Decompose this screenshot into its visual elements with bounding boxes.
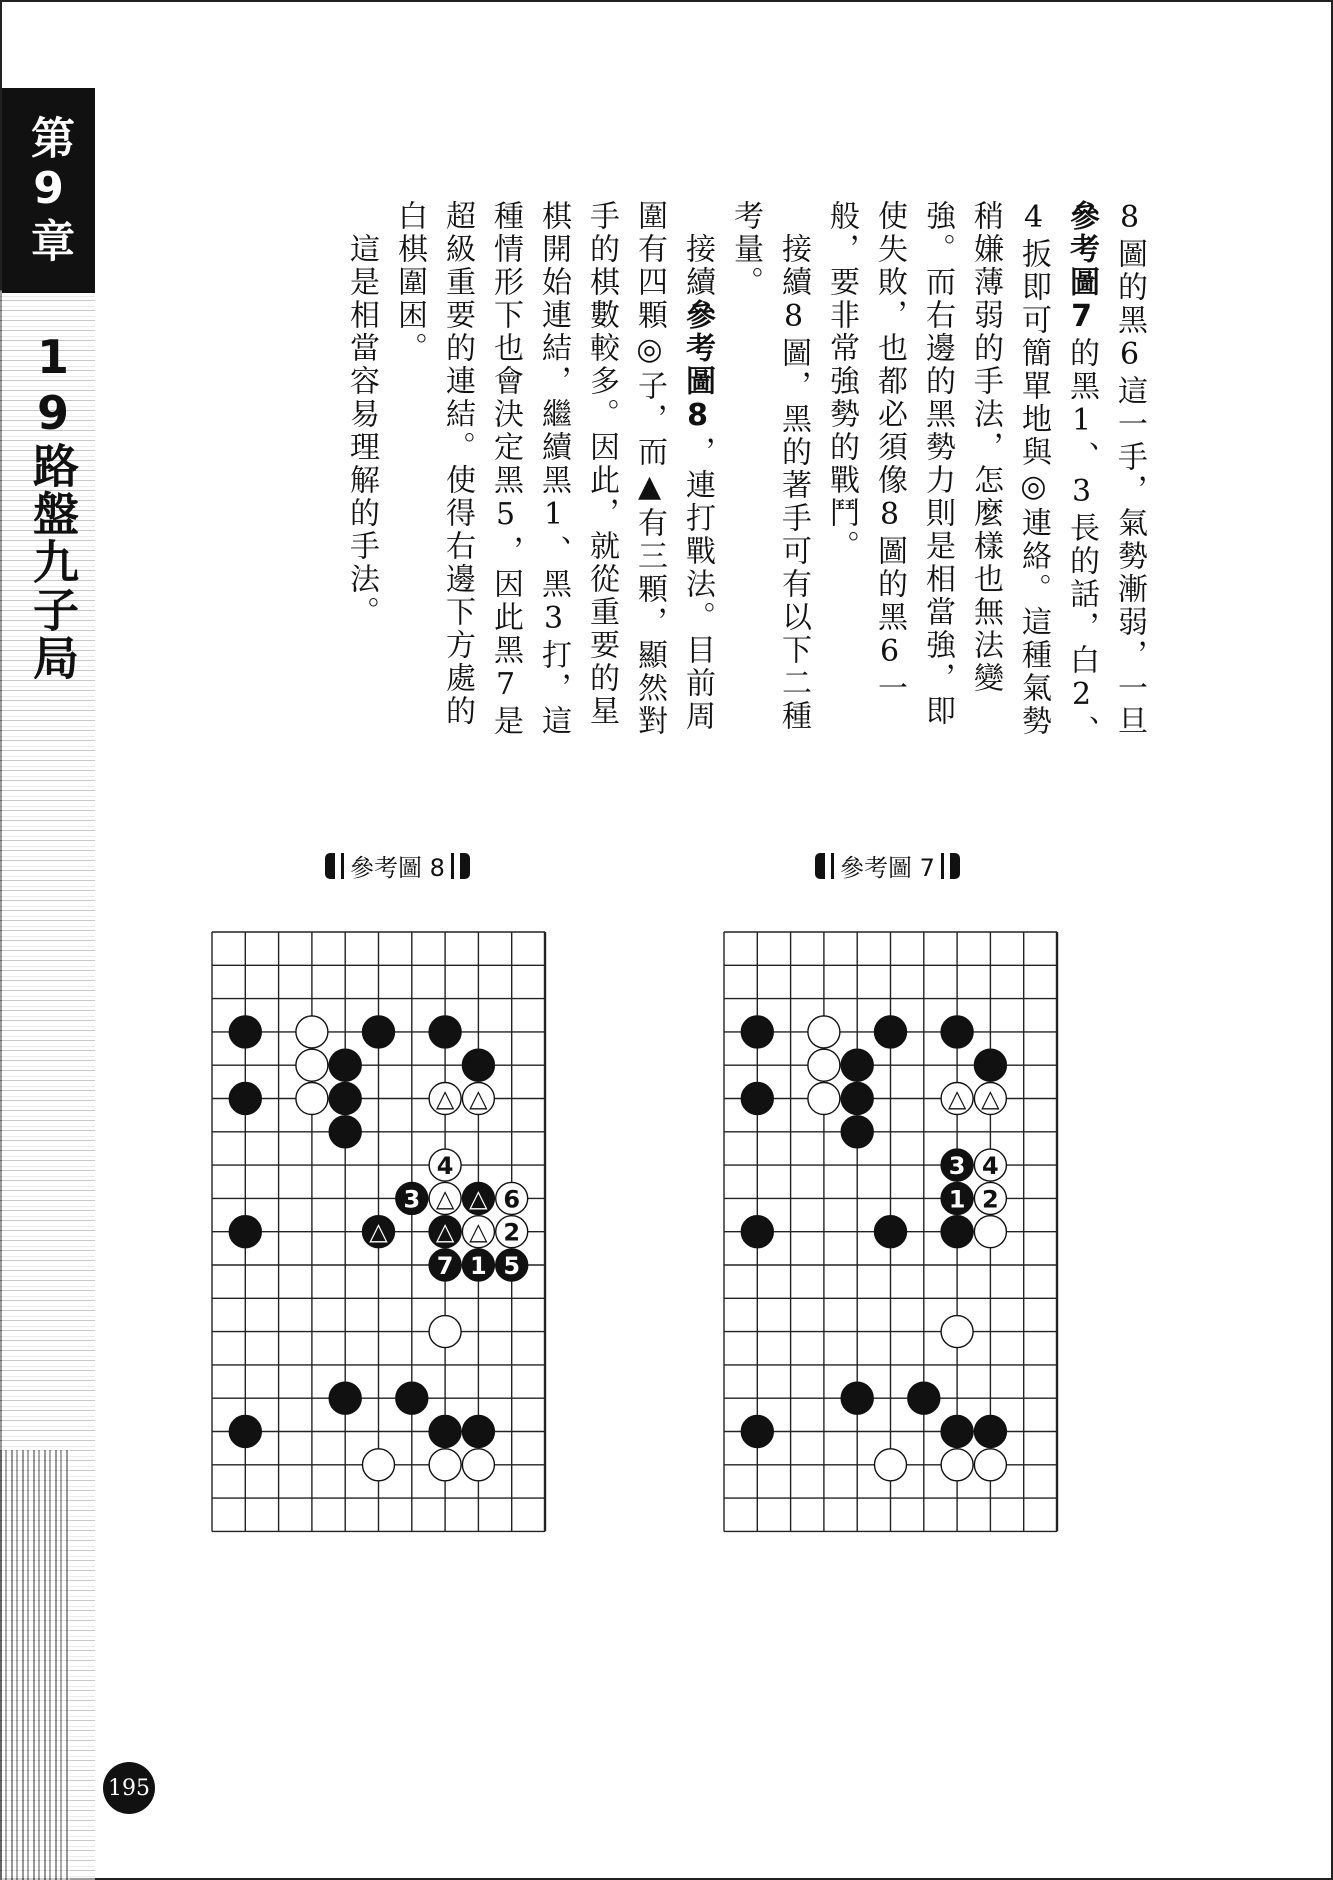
stone-label: △ [469, 1184, 488, 1213]
bracket-icon [460, 853, 470, 879]
black-stone [875, 1216, 907, 1248]
black-stone [229, 1416, 261, 1448]
bracket-icon [831, 853, 834, 879]
stone-label: 4 [982, 1152, 999, 1181]
paragraph-text: ，連打戰法。目前周圍有四顆◎子，而▲有三顆，顯然對手的棋數較多。因此，就從重要的星棋開始連結，繼續黑1、黑3打，這種情形下也會決定黑5，因此黑7是超級重要的連結。使得右邊下方處的白棋圍困。 [392, 200, 715, 738]
bracket-icon [325, 853, 335, 879]
stone-label: 3 [403, 1185, 421, 1214]
white-stone [363, 1449, 395, 1481]
white-stone [462, 1083, 494, 1115]
black-stone [741, 1416, 773, 1448]
stone-label: △ [435, 1217, 455, 1246]
black-stone [496, 1249, 528, 1281]
black-stone [429, 1216, 461, 1248]
black-stone [429, 1249, 461, 1281]
paragraph [817, 200, 1153, 760]
black-stone [396, 1382, 428, 1414]
stone-label: 5 [503, 1252, 521, 1280]
go-board-figure-7 [722, 930, 1126, 1648]
white-stone [808, 1083, 840, 1115]
stone-label: 3 [948, 1152, 966, 1181]
stone-label: △ [469, 1084, 488, 1113]
white-stone [974, 1216, 1006, 1248]
black-stone [741, 1083, 773, 1115]
paragraph-text: 接續 [680, 200, 715, 299]
white-stone [429, 1182, 461, 1214]
black-stone [229, 1216, 261, 1248]
paragraph-text: 這是相當容易理解的手法。 [344, 200, 379, 629]
black-stone [941, 1216, 973, 1248]
white-stone [941, 1083, 973, 1115]
white-stone [462, 1216, 494, 1248]
stone-label: △ [981, 1084, 1000, 1113]
black-stone [429, 1016, 461, 1048]
figure-reference: 參考圖7 [1064, 200, 1099, 337]
black-stone [741, 1216, 773, 1248]
bracket-icon [950, 853, 960, 879]
white-stone [496, 1216, 528, 1248]
black-stone [875, 1016, 907, 1048]
black-stone [429, 1416, 461, 1448]
black-stone [941, 1416, 973, 1448]
bracket-icon [451, 853, 454, 879]
bracket-icon [341, 853, 344, 879]
stone-label: 4 [436, 1152, 454, 1181]
go-board-figure-8 [210, 930, 634, 1648]
white-stone [808, 1016, 840, 1048]
figure-caption-8 [325, 848, 470, 883]
black-stone [941, 1149, 973, 1181]
stone-label: 2 [982, 1185, 999, 1214]
paragraph-text: 接續8圖，黑的著手可有以下二種考量。 [728, 200, 811, 733]
paragraph [385, 200, 721, 760]
black-stone [462, 1416, 494, 1448]
paragraph [721, 200, 817, 760]
white-stone [808, 1049, 840, 1081]
black-stone [908, 1382, 940, 1414]
figure-reference: 參考圖8 [680, 299, 715, 436]
black-stone [396, 1182, 428, 1214]
white-stone [974, 1182, 1006, 1214]
stone-label: 1 [948, 1185, 966, 1214]
body-text [193, 200, 1153, 760]
white-stone [462, 1449, 494, 1481]
stone-label: △ [469, 1217, 488, 1246]
white-stone [974, 1449, 1006, 1481]
section-title: 19路盤九子局 [26, 330, 80, 682]
black-stone [462, 1049, 494, 1081]
black-stone [363, 1016, 395, 1048]
white-stone [296, 1049, 328, 1081]
white-stone [941, 1449, 973, 1481]
black-stone [841, 1083, 873, 1115]
stone-label: △ [947, 1084, 967, 1113]
black-stone [974, 1049, 1006, 1081]
white-stone [429, 1449, 461, 1481]
black-stone [941, 1016, 973, 1048]
black-stone [329, 1049, 361, 1081]
black-stone [841, 1049, 873, 1081]
stone-label: 7 [436, 1252, 454, 1280]
white-stone [296, 1083, 328, 1115]
white-stone [941, 1316, 973, 1348]
white-stone [296, 1016, 328, 1048]
black-stone [229, 1016, 261, 1048]
white-stone [429, 1316, 461, 1348]
white-stone [429, 1083, 461, 1115]
white-stone [974, 1149, 1006, 1181]
black-stone [329, 1116, 361, 1148]
white-stone [429, 1149, 461, 1181]
stone-label: 6 [503, 1185, 521, 1214]
black-stone [462, 1182, 494, 1214]
black-stone [974, 1416, 1006, 1448]
black-stone [741, 1016, 773, 1048]
paragraph [337, 200, 385, 760]
white-stone [974, 1083, 1006, 1115]
black-stone [329, 1083, 361, 1115]
bracket-icon [815, 853, 825, 879]
white-stone [496, 1182, 528, 1214]
black-stone [363, 1216, 395, 1248]
stone-label: △ [369, 1217, 388, 1246]
paragraph-text: 的黑1、3長的話，白2、4扳即可簡單地與◎連絡。這種氣勢稍嫌薄弱的手法，怎麼樣也無法變強。而右邊的黑勢力則是相當強，即使失敗，也都必須像8圖的黑6一般，要非常強勢的戰鬥。 [824, 200, 1099, 748]
stone-label: △ [435, 1084, 455, 1113]
figure-caption-text: 參考圖 7 [840, 854, 935, 882]
black-stone [229, 1083, 261, 1115]
black-stone [841, 1382, 873, 1414]
page-number: 195 [103, 1762, 155, 1814]
figure-caption-7 [815, 848, 960, 883]
figure-caption-text: 參考圖 8 [350, 854, 445, 882]
paragraph-text: 8圖的黑6這一手，氣勢漸弱，一旦 [1112, 200, 1147, 738]
white-stone [875, 1449, 907, 1481]
stone-label: △ [435, 1184, 455, 1213]
black-stone [841, 1116, 873, 1148]
black-stone [329, 1382, 361, 1414]
bracket-icon [941, 853, 944, 879]
stone-label: 2 [503, 1218, 521, 1247]
scanned-edge-dark [0, 1450, 70, 1880]
chapter-label: 第9章 [23, 114, 74, 266]
black-stone [462, 1249, 494, 1281]
black-stone [941, 1182, 973, 1214]
stone-label: 1 [470, 1252, 487, 1280]
